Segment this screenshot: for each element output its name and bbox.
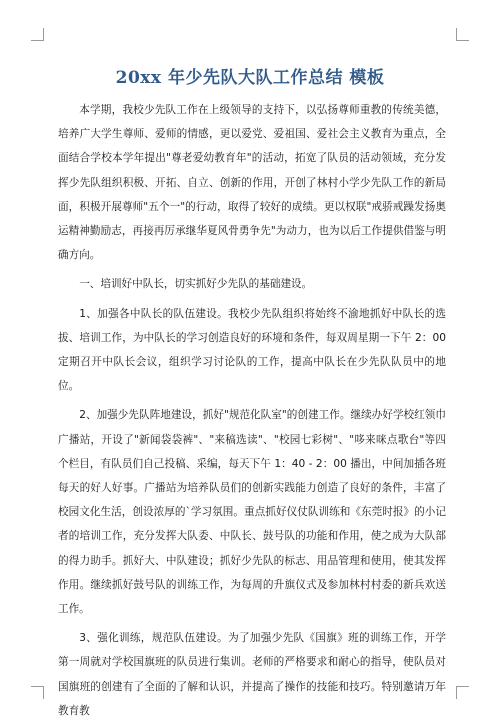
- paragraph-intro: 本学期，我校少先队工作在上级领导的支持下，以弘扬尊师重教的传统美德，培养广大学生尊师、爱师的情感，更以爱党、爱祖国、爱社会主义教育为重点，全面结合学校本学年提出"尊老爱幼教育年"的活动，拓宽了队员的活动领域，充分发挥少先队组织积极、开拓、自立、创新的作用，开创了林村小学少先队工作的新局面，积极开展尊师"五个一"的行动，取得了较好的成绩。更以权联"戒骄戒躁发扬奥运精神勤励志，再接再厉承继华夏风骨勇争先"为动力，也为以后工作提供借鉴与明确方向。: [58, 104, 446, 262]
- section-heading-1: 一、培训好中队长，切实抓好少先队的基础建设。: [79, 278, 313, 291]
- paragraph-item-1: 1、加强各中队长的队伍建设。我校少先队组织将始终不渝地抓好中队长的选拔、培训工作，为中队长的学习创造良好的环境和条件，每双周星期一下午 2：00 定期召开中队长会议，组织学习讨论队的工作，提高中队长在少先队队员中的地位。: [58, 307, 446, 393]
- paragraph-item-2: 2、加强少先队阵地建设，抓好"规范化队室"的创建工作。继续办好学校红领巾广播站，开设了"新闻袋袋裤"、"来稿选读"、"校园七彩树"、"哆来咪点歌台"等四个栏目，有队员们自己投稿、采编，每天下午 1：40 - 2：00 播出，中间加插各班每天的好人好事。广播站为培养队员们的创新实践能力创造了良好的条件，丰富了校园文化生活，创设浓厚的`学习氛围。重点抓好仪仗队训练和《东莞时报》的小记者的培训工作，充分发挥大队委、中队长、鼓号队的功能和作用，使之成为大队部的得力助手。抓好大、中队建设；抓好少先队的标志、用品管理和使用，使其发挥作用。继续抓好鼓号队的训练工作，为每周的升旗仪式及参加林村村委的新兵欢送工作。: [58, 409, 446, 616]
- crop-mark-top-right: [456, 28, 469, 41]
- crop-mark-bottom-right: [456, 686, 469, 699]
- document-title: 20xx 年少先队大队工作总结 模板: [115, 68, 385, 88]
- crop-mark-bottom-left: [31, 686, 44, 699]
- crop-mark-top-left: [31, 28, 44, 41]
- paragraph-item-3: 3、强化训练，规范队伍建设。为了加强少先队《国旗》班的训练工作，开学第一周就对学校国旗班的队员进行集训。老师的严格要求和耐心的指导，使队员对国旗班的创建有了全面的了解和认识，并提高了操作的技能和技巧。特别邀请万年教育教: [58, 632, 446, 717]
- document-body: [58, 98, 446, 723]
